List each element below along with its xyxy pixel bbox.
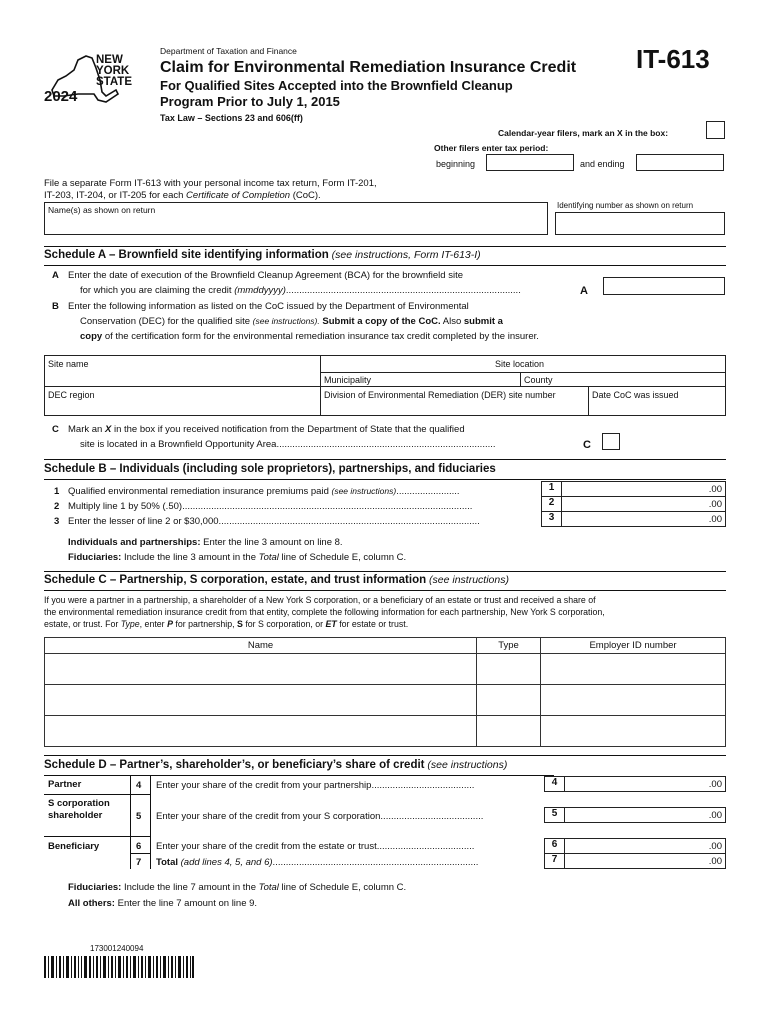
- line-a-text2: for which you are claiming the credit (mmddyyyy).........................................................................................: [80, 285, 521, 296]
- line-1-text: Qualified environmental remediation insurance premiums paid (see instructions)........................: [68, 486, 460, 497]
- schedule-c-text3: estate, or trust. For Type, enter P for partnership, S for S corporation, or ET for estate or trust.: [44, 619, 409, 629]
- line-2-box: 2: [541, 496, 562, 512]
- line-2-text: Multiply line 1 by 50% (.50)..............................................................................................................: [68, 501, 473, 512]
- name-label: Name(s) as shown on return: [48, 205, 156, 215]
- type-cell[interactable]: [477, 716, 541, 747]
- schedule-d-note1: Fiduciaries: Include the line 7 amount in the Total line of Schedule E, column C.: [68, 882, 407, 893]
- ending-label: and ending: [580, 159, 625, 169]
- identifying-number-field[interactable]: [555, 212, 725, 235]
- line-7-amount-field[interactable]: .00: [564, 853, 726, 869]
- line-6-number: 6: [136, 841, 142, 852]
- der-site-number-label: Division of Environmental Remediation (DER) site number: [324, 390, 556, 400]
- line-6-box: 6: [544, 838, 565, 854]
- beginning-label: beginning: [436, 159, 476, 169]
- line-b-text2: Conservation (DEC) for the qualified site (see instructions). Submit a copy of the CoC. Also submit a: [80, 316, 503, 327]
- ny-state-line2: YORK: [96, 65, 130, 77]
- form-subtitle-line1: For Qualified Sites Accepted into the Brownfield Cleanup: [160, 78, 513, 93]
- col-header-ein: Employer ID number: [541, 638, 726, 654]
- schedule-b-heading: Schedule B – Individuals (including sole proprietors), partnerships, and fiduciaries: [44, 463, 496, 475]
- line-7-number: 7: [136, 857, 142, 868]
- line-3-amount-field[interactable]: .00: [561, 511, 726, 527]
- line-7-text: Total (add lines 4, 5, and 6)..............................................................................: [156, 857, 479, 868]
- form-subtitle-line2: Program Prior to July 1, 2015: [160, 94, 340, 109]
- schedule-a-heading: Schedule A – Brownfield site identifying information (see instructions, Form IT-613-I): [44, 249, 481, 261]
- line-4-number: 4: [136, 780, 142, 791]
- ein-cell[interactable]: [541, 654, 726, 685]
- line-b-letter: B: [52, 301, 59, 312]
- site-location-label: Site location: [495, 359, 545, 369]
- line-a-letter: A: [52, 270, 59, 281]
- line-7-box: 7: [544, 853, 565, 869]
- file-instruction-line2: IT-203, IT-204, or IT-205 for each Certificate of Completion (CoC).: [44, 190, 321, 201]
- col-header-type: Type: [477, 638, 541, 654]
- municipality-label: Municipality: [324, 375, 372, 385]
- line-b-text1: Enter the following information as listed on the CoC issued by the Department of Environmental: [68, 301, 469, 312]
- type-cell[interactable]: [477, 685, 541, 716]
- line-3-text: Enter the lesser of line 2 or $30,000...................................................................................................: [68, 516, 480, 527]
- line-4-box: 4: [544, 776, 565, 792]
- tax-period-beginning-field[interactable]: [486, 154, 574, 171]
- line-1-box: 1: [541, 481, 562, 497]
- schedule-c-text1: If you were a partner in a partnership, a shareholder of a New York S corporation, or a beneficiary of an estate or trust and received a share of: [44, 595, 596, 605]
- line-5-amount-field[interactable]: .00: [564, 807, 726, 823]
- col-header-name: Name: [45, 638, 477, 654]
- dec-region-label: DEC region: [48, 390, 95, 400]
- name-cell[interactable]: [45, 685, 477, 716]
- line-3-number: 3: [54, 516, 60, 527]
- schedule-d-heading: Schedule D – Partner’s, shareholder’s, or beneficiary’s share of credit (see instructions): [44, 759, 508, 771]
- partner-label: Partner: [48, 779, 82, 790]
- other-filers-label: Other filers enter tax period:: [434, 143, 549, 153]
- line-c-text1: Mark an X in the box if you received notification from the Department of State that the qualified: [68, 424, 465, 435]
- department-name: Department of Taxation and Finance: [160, 46, 297, 56]
- line-3-box: 3: [541, 511, 562, 527]
- line-5-text: Enter your share of the credit from your S corporation.......................................: [156, 811, 484, 822]
- beneficiary-label: Beneficiary: [48, 841, 100, 852]
- line-6-amount-field[interactable]: .00: [564, 838, 726, 854]
- table-row: [45, 685, 726, 716]
- schedule-c-heading: Schedule C – Partnership, S corporation, estate, and trust information (see instructions): [44, 574, 509, 586]
- line-c-letter: C: [52, 424, 59, 435]
- line-4-amount-field[interactable]: .00: [564, 776, 726, 792]
- tax-period-ending-field[interactable]: [636, 154, 724, 171]
- schedule-c-table: [44, 637, 726, 747]
- county-label: County: [524, 375, 553, 385]
- schedule-b-note2: Fiduciaries: Include the line 3 amount in the Total line of Schedule E, column C.: [68, 552, 407, 563]
- form-title: Claim for Environmental Remediation Insurance Credit: [160, 59, 577, 76]
- line-1-number: 1: [54, 486, 60, 497]
- line-5-box: 5: [544, 807, 565, 823]
- line-2-number: 2: [54, 501, 60, 512]
- site-name-label: Site name: [48, 359, 89, 369]
- schedule-d-note2: All others: Enter the line 7 amount on line 9.: [68, 898, 258, 909]
- date-coc-issued-label: Date CoC was issued: [592, 390, 679, 400]
- line-c-tag: C: [583, 439, 591, 451]
- file-instruction-line1: File a separate Form IT-613 with your personal income tax return, Form IT-201,: [44, 178, 377, 189]
- barcode-icon: [44, 956, 194, 978]
- boa-checkbox[interactable]: [602, 433, 620, 450]
- line-2-amount-field[interactable]: .00: [561, 496, 726, 512]
- line-6-text: Enter your share of the credit from the estate or trust.....................................: [156, 841, 475, 852]
- schedule-b-note1: Individuals and partnerships: Enter the line 3 amount on line 8.: [68, 537, 343, 548]
- calendar-year-checkbox[interactable]: [706, 121, 725, 139]
- name-cell[interactable]: [45, 716, 477, 747]
- line-c-text2: site is located in a Brownfield Opportunity Area...................................................................................: [80, 439, 496, 450]
- s-corp-label-line1: S corporation: [48, 798, 110, 809]
- line-5-number: 5: [136, 811, 142, 822]
- calendar-year-label: Calendar-year filers, mark an X in the box:: [498, 128, 669, 138]
- s-corp-label-line2: shareholder: [48, 810, 103, 821]
- ein-cell[interactable]: [541, 685, 726, 716]
- table-row: [45, 654, 726, 685]
- line-a-tag: A: [580, 285, 588, 297]
- bca-date-field[interactable]: [603, 277, 725, 295]
- ein-cell[interactable]: [541, 716, 726, 747]
- tax-year: 2024: [44, 88, 78, 105]
- line-4-text: Enter your share of the credit from your partnership.......................................: [156, 780, 475, 791]
- table-row: [45, 716, 726, 747]
- id-number-label: Identifying number as shown on return: [557, 201, 694, 210]
- ny-state-line1: NEW: [96, 54, 123, 66]
- barcode-number: 173001240094: [90, 944, 144, 953]
- line-1-amount-field[interactable]: .00: [561, 481, 726, 497]
- name-cell[interactable]: [45, 654, 477, 685]
- ny-state-line3: STATE: [96, 76, 132, 88]
- type-cell[interactable]: [477, 654, 541, 685]
- form-number: IT-613: [636, 44, 710, 74]
- schedule-c-text2: the environmental remediation insurance credit from that entity, complete the following information for each partnership, New York S corporation,: [44, 607, 605, 617]
- line-a-text1: Enter the date of execution of the Brownfield Cleanup Agreement (BCA) for the brownfield site: [68, 270, 464, 281]
- tax-law-reference: Tax Law – Sections 23 and 606(ff): [160, 113, 303, 123]
- line-b-text3: copy of the certification form for the environmental remediation insurance tax credit completed by the insurer.: [80, 331, 539, 342]
